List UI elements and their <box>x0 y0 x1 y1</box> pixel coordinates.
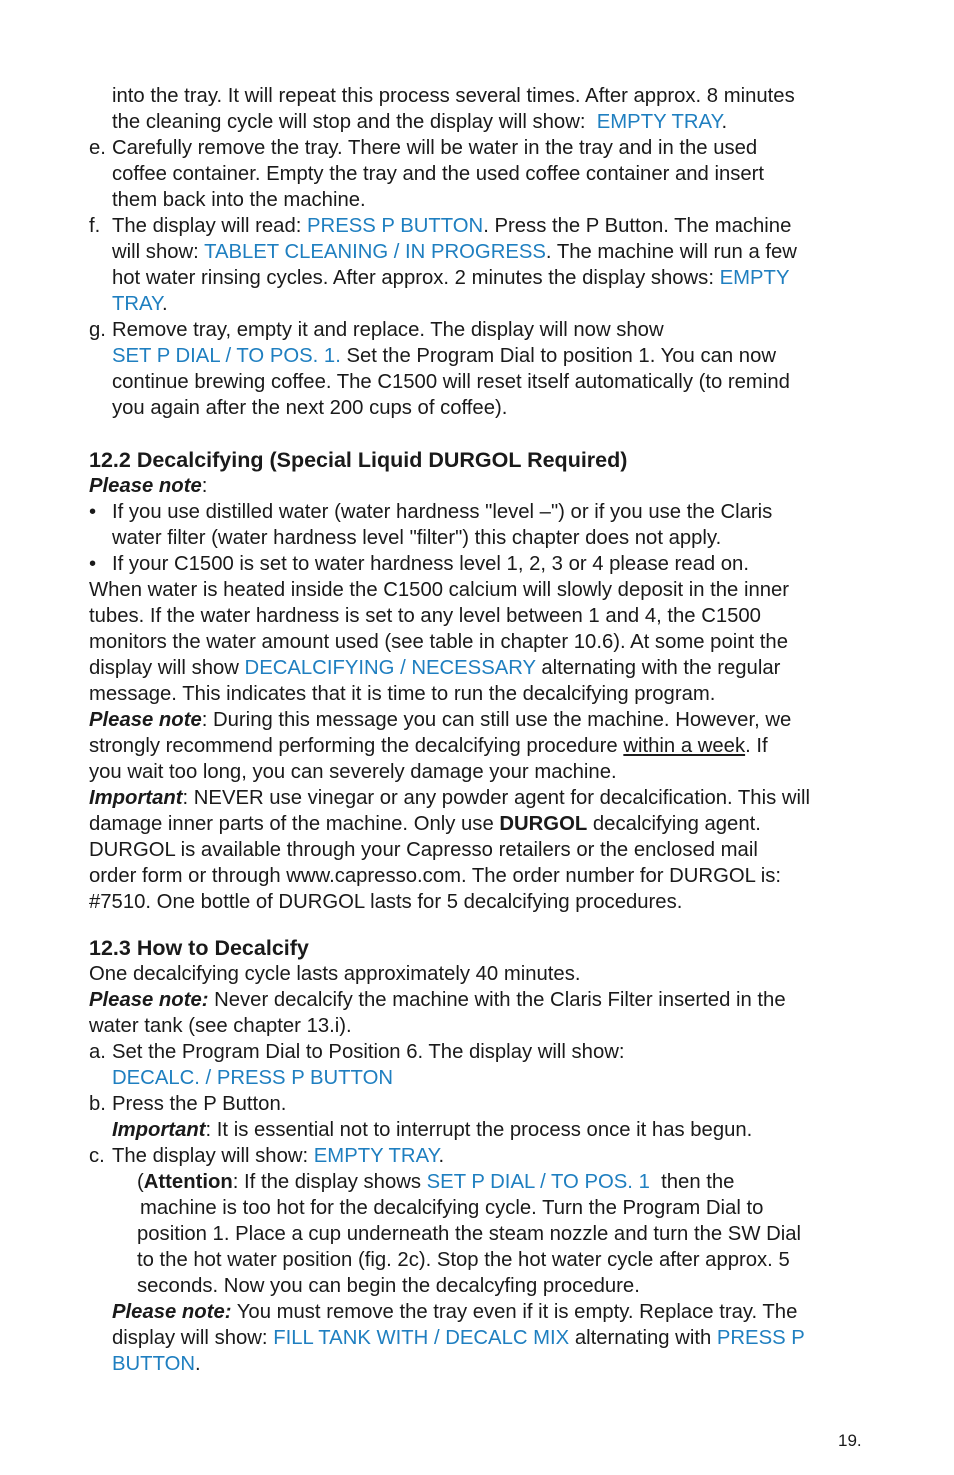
underlined-text: within a week <box>623 735 746 757</box>
text-line: machine is too hot for the decalcifying cycle. Turn the Program Dial to <box>140 1197 764 1219</box>
text-line <box>112 291 869 317</box>
text-span: . <box>161 293 168 315</box>
text-span: : <box>201 475 208 497</box>
text-line: to the hot water position (fig. 2c). Stop the hot water cycle after approx. 5 <box>137 1249 790 1271</box>
attention-label: Attention <box>143 1171 233 1193</box>
note-label: Please note: <box>112 1301 232 1323</box>
text-span: Never decalcify the machine with the Claris Filter inserted in the <box>208 989 786 1011</box>
note-label: Please note <box>89 475 202 497</box>
step-c <box>89 1143 869 1169</box>
text-line: water tank (see chapter 13.i). <box>89 1015 352 1037</box>
step-label: c. <box>89 1145 105 1167</box>
display-message: SET P DIAL / TO POS. 1. <box>112 345 341 367</box>
text-span: strongly recommend performing the decalcifying procedure <box>89 735 624 757</box>
text-line: If your C1500 is set to water hardness level 1, 2, 3 or 4 please read on. <box>112 553 749 575</box>
step-label: g. <box>89 319 106 341</box>
text-span: . <box>721 111 728 133</box>
text-span: : NEVER use vinegar or any powder agent for decalcification. This will <box>182 787 811 809</box>
bold-text: DURGOL <box>499 813 588 835</box>
text-line: Press the P Button. <box>112 1093 287 1115</box>
display-message: DECALC. / PRESS P BUTTON <box>112 1067 394 1089</box>
text-line <box>137 1169 869 1195</box>
text-span: : During this message you can still use the machine. However, we <box>201 709 792 731</box>
text-line: continue brewing coffee. The C1500 will reset itself automatically (to remind <box>112 371 790 393</box>
attention-block <box>89 1169 869 1299</box>
text-line <box>112 1299 869 1325</box>
bullet-item <box>89 551 869 577</box>
text-line: monitors the water amount used (see table in chapter 10.6). At some point the <box>89 631 788 653</box>
text-span: Set the Program Dial to position 1. You can now <box>340 345 777 367</box>
note-label: Please note <box>89 709 202 731</box>
text-line: into the tray. It will repeat this process several times. After approx. 8 minutes <box>112 85 795 107</box>
text-line: DURGOL is available through your Capresso retailers or the enclosed mail <box>89 839 758 861</box>
text-span: alternating with the regular <box>535 657 781 679</box>
text-line: seconds. Now you can begin the decalcyfing procedure. <box>137 1275 640 1297</box>
text-line: Set the Program Dial to Position 6. The display will show: <box>112 1041 625 1063</box>
text-span: display will show <box>89 657 245 679</box>
bullet-icon: • <box>89 501 97 523</box>
text-span: The display will read: <box>112 215 308 237</box>
text-span: : If the display shows <box>232 1171 427 1193</box>
text-line <box>89 473 869 499</box>
display-message: EMPTY <box>719 267 790 289</box>
text-span: . <box>438 1145 445 1167</box>
text-line <box>112 265 869 291</box>
text-line <box>112 213 869 239</box>
display-message: BUTTON <box>112 1353 196 1375</box>
step-label: f. <box>89 215 101 237</box>
text-line: One decalcifying cycle lasts approximately 40 minutes. <box>89 963 581 985</box>
text-line <box>89 987 869 1013</box>
display-message: TRAY <box>112 293 162 315</box>
text-line <box>89 707 869 733</box>
text-line: message. This indicates that it is time to run the decalcifying program. <box>89 683 716 705</box>
bullet-icon: • <box>89 553 97 575</box>
step-f <box>89 213 869 317</box>
text-span: hot water rinsing cycles. After approx. 2 minutes the display shows: <box>112 267 720 289</box>
text-line <box>89 733 869 759</box>
text-span: decalcifying agent. <box>587 813 761 835</box>
text-line: you wait too long, you can severely damage your machine. <box>89 761 617 783</box>
text-span: . If <box>745 735 768 757</box>
text-line: tubes. If the water hardness is set to any level between 1 and 4, the C1500 <box>89 605 761 627</box>
text-line <box>89 655 869 681</box>
text-line: you again after the next 200 cups of coffee). <box>112 397 508 419</box>
text-line <box>112 1117 869 1143</box>
text-line <box>112 1325 869 1351</box>
text-line: position 1. Place a cup underneath the steam nozzle and turn the SW Dial <box>137 1223 802 1245</box>
text-line <box>112 109 869 135</box>
text-line: #7510. One bottle of DURGOL lasts for 5 decalcifying procedures. <box>89 891 683 913</box>
text-line: Remove tray, empty it and replace. The display will now show <box>112 319 664 341</box>
text-span: The display will show: <box>112 1145 314 1167</box>
step-g <box>89 317 869 421</box>
text-span: ( <box>137 1171 144 1193</box>
step-e <box>89 135 869 213</box>
text-span: display will show: <box>112 1327 274 1349</box>
text-line <box>89 811 869 837</box>
display-message: TABLET CLEANING / IN PROGRESS <box>204 241 546 263</box>
text-line: When water is heated inside the C1500 calcium will slowly deposit in the inner <box>89 579 790 601</box>
step-label: a. <box>89 1041 106 1063</box>
text-line: If you use distilled water (water hardness "level –") or if you use the Claris <box>112 501 773 523</box>
text-span: will show: <box>112 241 205 263</box>
text-line <box>89 785 869 811</box>
bullet-item <box>89 499 869 551</box>
final-note <box>89 1299 869 1377</box>
display-message: PRESS P BUTTON <box>307 215 484 237</box>
section-heading-12-3: 12.3 How to Decalcify <box>89 936 309 960</box>
text-span: damage inner parts of the machine. Only use <box>89 813 500 835</box>
text-line: order form or through www.capresso.com. The order number for DURGOL is: <box>89 865 782 887</box>
page-content <box>89 83 869 1377</box>
step-d-continuation <box>89 83 869 135</box>
display-message: DECALCIFYING / NECESSARY <box>244 657 536 679</box>
display-message: EMPTY TRAY <box>596 111 722 133</box>
text-span: then the <box>649 1171 735 1193</box>
text-span: alternating with <box>569 1327 717 1349</box>
text-line: water filter (water hardness level "filter") this chapter does not apply. <box>112 527 722 549</box>
text-line: Carefully remove the tray. There will be water in the tray and in the used <box>112 137 758 159</box>
section-heading-12-2: 12.2 Decalcifying (Special Liquid DURGOL Required) <box>89 448 628 472</box>
note-label: Please note: <box>89 989 209 1011</box>
text-line: them back into the machine. <box>112 189 366 211</box>
page-number: 19. <box>838 1431 862 1450</box>
step-label: b. <box>89 1093 106 1115</box>
text-span: : It is essential not to interrupt the process once it has begun. <box>205 1119 753 1141</box>
text-line: coffee container. Empty the tray and the used coffee container and insert <box>112 163 765 185</box>
text-line <box>112 1143 869 1169</box>
text-line <box>112 239 869 265</box>
display-message: EMPTY TRAY <box>313 1145 439 1167</box>
step-a <box>89 1039 869 1091</box>
text-span: . Press the P Button. The machine <box>483 215 792 237</box>
important-label: Important <box>112 1119 206 1141</box>
display-message: PRESS P <box>716 1327 805 1349</box>
step-b <box>89 1091 869 1143</box>
text-span: the cleaning cycle will stop and the display will show: <box>112 111 597 133</box>
text-line <box>112 343 869 369</box>
important-label: Important <box>89 787 183 809</box>
text-line <box>112 1351 869 1377</box>
display-message: SET P DIAL / TO POS. 1 <box>426 1171 650 1193</box>
step-label: e. <box>89 137 106 159</box>
text-span: . <box>195 1353 201 1375</box>
text-span: . The machine will run a few <box>545 241 797 263</box>
display-message: FILL TANK WITH / DECALC MIX <box>273 1327 570 1349</box>
text-span: You must remove the tray even if it is empty. Replace tray. The <box>231 1301 798 1323</box>
